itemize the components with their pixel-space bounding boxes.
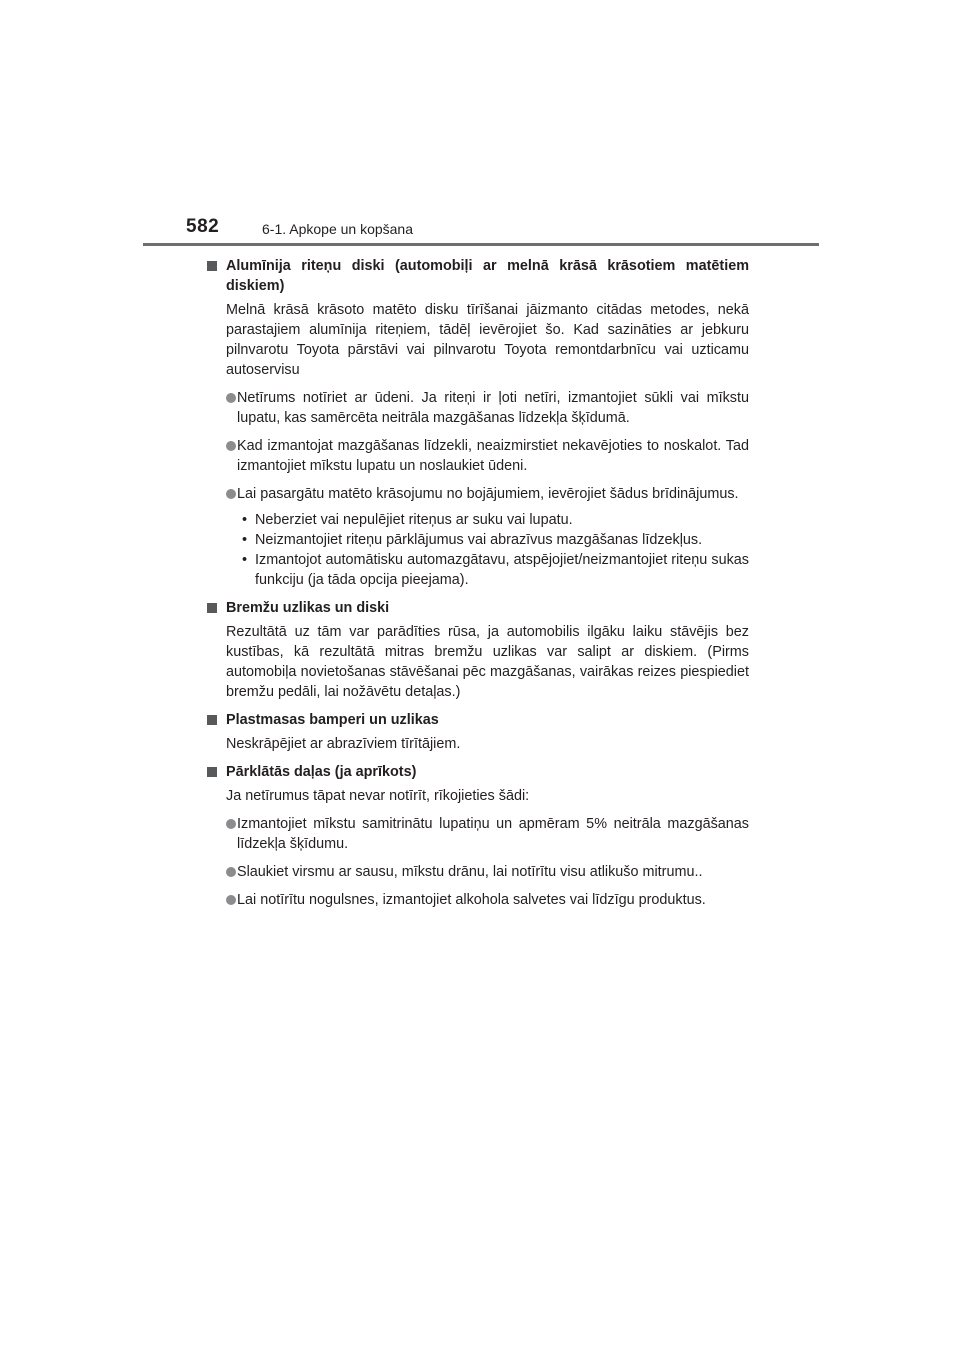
list-item xyxy=(207,484,749,504)
section-title: 6-1. Apkope un kopšana xyxy=(262,221,414,237)
square-bullet-icon xyxy=(207,261,217,271)
list-item xyxy=(207,890,749,910)
dot-bullet-icon: • xyxy=(242,532,248,548)
section-heading-coated-parts xyxy=(207,762,749,782)
round-bullet-icon xyxy=(226,393,236,403)
list-item xyxy=(207,814,749,854)
list-item xyxy=(207,862,749,882)
section-heading-alloy-wheels xyxy=(207,256,749,296)
section-body: Ja netīrumus tāpat nevar notīrīt, rīkojieties šādi: xyxy=(226,788,530,804)
section-heading-plastic-bumpers xyxy=(207,710,749,730)
round-bullet-icon xyxy=(226,819,236,829)
list-item xyxy=(207,388,749,428)
square-bullet-icon xyxy=(207,715,217,725)
header-divider xyxy=(143,243,819,246)
sub-list-item xyxy=(207,510,749,530)
list-item xyxy=(207,436,749,476)
round-bullet-icon xyxy=(226,441,236,451)
section-body: Rezultātā uz tām var parādīties rūsa, ja automobilis ilgāku laiku stāvējis bez kustības, kā rezultātā mitras bremžu uzlikas var salipt ar diskiem. (Pirms automobiļa novietošanas stāvēšanai pēc mazgāšanas, vairākas reizes piespiediet bremžu pedāli, lai nožāvētu detaļas.) xyxy=(226,624,749,700)
round-bullet-icon xyxy=(226,895,236,905)
list-item-text: Lai pasargātu matēto krāsojumu no bojājumiem, ievērojiet šādus brīdinājumus. xyxy=(237,486,739,502)
dot-bullet-icon: • xyxy=(242,512,248,528)
sub-list-item-text: Neizmantojiet riteņu pārklājumus vai abrazīvus mazgāšanas līdzekļus. xyxy=(255,532,703,548)
heading-text: Alumīnija riteņu diski (automobiļi ar melnā krāsā krāsotiem matētiem diskiem) xyxy=(226,258,749,294)
round-bullet-icon xyxy=(226,489,236,499)
dot-bullet-icon: • xyxy=(242,552,248,568)
page-content xyxy=(207,256,749,910)
sub-list-item xyxy=(207,530,749,550)
sub-list-item-text: Neberziet vai nepulējiet riteņus ar suku vai lupatu. xyxy=(255,512,573,528)
heading-text: Bremžu uzlikas un diski xyxy=(226,600,390,616)
sub-list-item xyxy=(207,550,749,590)
list-item-text: Izmantojiet mīkstu samitrinātu lupatiņu un apmēram 5% neitrāla mazgāšanas līdzekļa šķīdumu. xyxy=(237,816,749,852)
section-intro: Melnā krāsā krāsoto matēto disku tīrīšanai jāizmanto citādas metodes, nekā parastajiem alumīnija riteņiem, tādēļ ievērojiet šo. Kad sazināties ar jebkuru pilnvarotu Toyota pārstāvi vai pilnvarotu Toyota remontdarbnīcu vai uzticamu autoservisu xyxy=(226,302,749,378)
section-body: Neskrāpējiet ar abrazīviem tīrītājiem. xyxy=(226,736,461,752)
list-item-text: Lai notīrītu nogulsnes, izmantojiet alkohola salvetes vai līdzīgu produktus. xyxy=(237,892,706,908)
list-item-text: Kad izmantojat mazgāšanas līdzekli, neaizmirstiet nekavējoties to noskalot. Tad izmantojiet mīkstu lupatu un noslaukiet ūdeni. xyxy=(237,438,749,474)
sub-list-item-text: Izmantojot automātisku automazgātavu, atspējojiet/neizmantojiet riteņu sukas funkciju (ja tāda opcija pieejama). xyxy=(255,552,749,588)
round-bullet-icon xyxy=(226,867,236,877)
list-item-text: Netīrums notīriet ar ūdeni. Ja riteņi ir ļoti netīri, izmantojiet sūkli vai mīkstu lupatu, kas samērcēta neitrāla mazgāšanas līdzekļa šķīdumā. xyxy=(237,390,749,426)
square-bullet-icon xyxy=(207,603,217,613)
square-bullet-icon xyxy=(207,767,217,777)
list-item-text: Slaukiet virsmu ar sausu, mīkstu drānu, lai notīrītu visu atlikušo mitrumu.. xyxy=(237,864,703,880)
heading-text: Pārklātās daļas (ja aprīkots) xyxy=(226,764,417,780)
page-number: 582 xyxy=(186,216,220,237)
section-heading-brake-pads xyxy=(207,598,749,618)
sub-list xyxy=(207,510,749,590)
heading-text: Plastmasas bamperi un uzlikas xyxy=(226,712,439,728)
